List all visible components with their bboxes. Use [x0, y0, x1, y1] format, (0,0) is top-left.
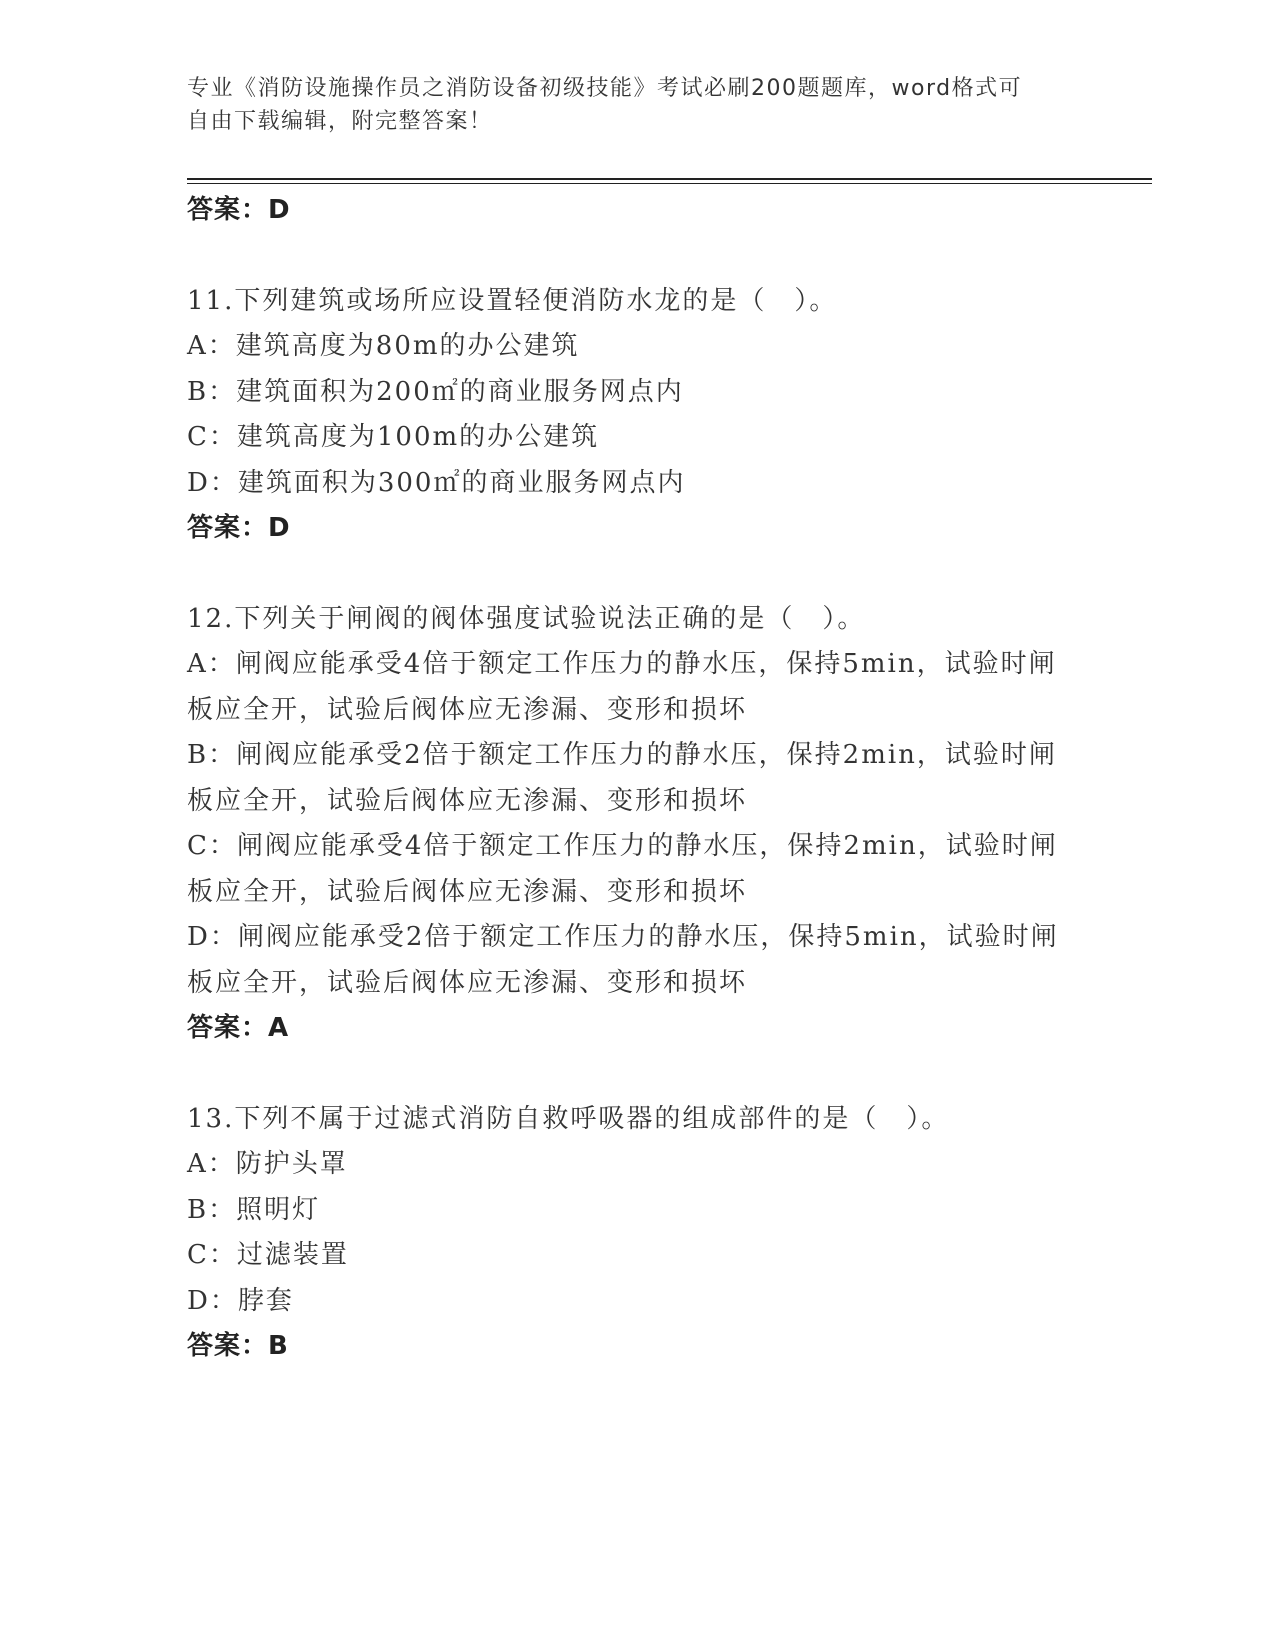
option-b: B：闸阀应能承受2倍于额定工作压力的静水压，保持2min，试验时闸 [187, 740, 1057, 770]
option-b: B：照明灯 [187, 1194, 321, 1225]
option-b: B：建筑面积为200㎡的商业服务网点内 [187, 376, 684, 407]
option-c-continued: 板应全开，试验后阀体应无渗漏、变形和损坏 [187, 876, 748, 907]
option-a: A：建筑高度为80m的办公建筑 [187, 331, 580, 361]
header-divider [187, 178, 1152, 180]
page-header [187, 72, 1067, 138]
option-d-continued: 板应全开，试验后阀体应无渗漏、变形和损坏 [187, 967, 748, 998]
option-c: C：闸阀应能承受4倍于额定工作压力的静水压，保持2min，试验时闸 [187, 831, 1058, 861]
question-stem: 13.下列不属于过滤式消防自救呼吸器的组成部件的是（ ）。 [187, 1103, 950, 1134]
option-d: D：脖套 [187, 1285, 294, 1316]
option-a-continued: 板应全开，试验后阀体应无渗漏、变形和损坏 [187, 694, 748, 725]
option-b-continued: 板应全开，试验后阀体应无渗漏、变形和损坏 [187, 785, 748, 816]
question-stem: 12.下列关于闸阀的阀体强度试验说法正确的是（ ）。 [187, 603, 866, 634]
header-line-1: 专业《消防设施操作员之消防设备初级技能》考试必刷200题题库，word格式可 [187, 76, 1023, 101]
header-divider-thin [187, 183, 1152, 184]
option-a: A：防护头罩 [187, 1149, 348, 1179]
question-content [187, 188, 1147, 1370]
header-line-2: 自由下载编辑，附完整答案！ [187, 109, 493, 134]
option-d: D：建筑面积为300㎡的商业服务网点内 [187, 467, 686, 498]
question-block-11 [187, 279, 1147, 552]
answer-label: 答案：D [187, 195, 291, 225]
option-c: C：建筑高度为100m的办公建筑 [187, 422, 600, 452]
option-a: A：闸阀应能承受4倍于额定工作压力的静水压，保持5min，试验时闸 [187, 649, 1057, 679]
question-stem: 11.下列建筑或场所应设置轻便消防水龙的是（ ）。 [187, 285, 838, 316]
answer-label: 答案：B [187, 1331, 289, 1361]
question-block-12 [187, 597, 1147, 1052]
question-block-13 [187, 1097, 1147, 1370]
option-d: D：闸阀应能承受2倍于额定工作压力的静水压，保持5min，试验时闸 [187, 922, 1059, 952]
option-c: C：过滤装置 [187, 1240, 349, 1270]
answer-label: 答案：D [187, 513, 291, 543]
answer-label: 答案：A [187, 1013, 290, 1043]
